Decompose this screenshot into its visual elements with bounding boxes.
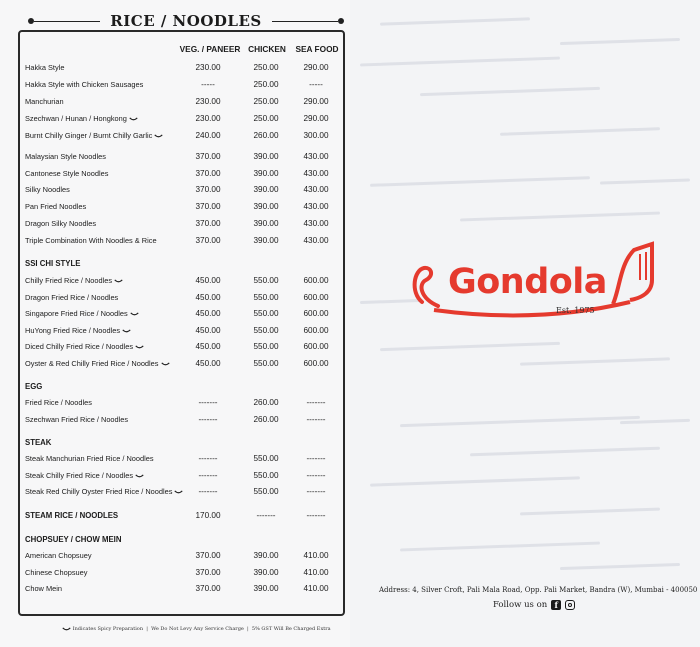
footnote-service: We Do Not Levy Any Service Charge (151, 626, 244, 632)
section-heading: STEAM RICE / NOODLES (25, 511, 119, 520)
price-cell: 550.00 (253, 325, 279, 335)
chili-icon (120, 326, 131, 335)
menu-item-name: Burnt Chilly Ginger / Burnt Chilly Garlic (25, 129, 163, 143)
price-cell: 450.00 (195, 292, 221, 302)
menu-item-row (25, 274, 335, 288)
price-cell: ------- (198, 487, 218, 497)
menu-item-name: American Chopsuey (25, 551, 92, 560)
price-cell: 370.00 (195, 168, 221, 178)
brush-stroke (520, 508, 660, 516)
menu-item-row (25, 291, 335, 305)
price-cell: 390.00 (253, 168, 279, 178)
price-cell: ------- (256, 511, 276, 520)
price-cell: ------- (198, 470, 218, 480)
menu-item-row (25, 469, 335, 483)
price-cell: 430.00 (303, 218, 329, 228)
section-heading: CHOPSUEY / CHOW MEIN (25, 535, 122, 544)
price-cell: 390.00 (253, 584, 279, 593)
menu-item-row (25, 485, 335, 499)
price-cell: 250.00 (253, 114, 279, 123)
menu-item-row (25, 234, 335, 248)
price-cell: 230.00 (195, 114, 221, 123)
instagram-icon[interactable] (565, 600, 575, 610)
brush-stroke (560, 563, 680, 570)
brush-stroke (400, 542, 600, 552)
menu-item-row (25, 217, 335, 231)
price-cell: 450.00 (195, 325, 221, 335)
price-cell: 600.00 (303, 342, 329, 351)
title-rule (34, 21, 100, 22)
price-cell: 260.00 (253, 414, 279, 424)
price-cell: 290.00 (303, 114, 329, 123)
column-header-seafood: SEA FOOD (295, 44, 339, 54)
menu-item-name: Chow Mein (25, 584, 62, 593)
brush-stroke (560, 38, 680, 45)
price-cell: 370.00 (195, 152, 221, 161)
price-cell: 430.00 (303, 202, 329, 212)
menu-item-row (25, 95, 335, 109)
menu-item-row (25, 452, 335, 466)
price-cell: 370.00 (195, 567, 221, 577)
footnote-bar: Indicates Spicy Preparation | We Do Not Levy Any Service Charge | 5% GST Will Be Charged Extra (60, 626, 331, 632)
brush-stroke (620, 419, 690, 424)
price-cell: ----- (201, 80, 215, 89)
brush-stroke (520, 357, 670, 365)
price-cell: 240.00 (195, 131, 221, 140)
column-header-veg: VEG. / PANEER (179, 44, 241, 54)
menu-item-name: Hakka Style with Chicken Sausages (25, 80, 144, 89)
menu-item-name: Diced Chilly Fried Rice / Noodles (25, 340, 144, 354)
brush-stroke (420, 87, 600, 96)
section-heading-row (25, 380, 335, 394)
brush-stroke (470, 447, 660, 457)
section-heading-row (25, 509, 335, 523)
price-cell: 390.00 (253, 152, 279, 161)
price-cell: ------- (306, 454, 326, 463)
price-cell: 300.00 (303, 131, 329, 140)
chili-icon (112, 276, 123, 285)
brush-stroke (400, 416, 640, 427)
price-cell: 370.00 (195, 202, 221, 212)
menu-item-row (25, 340, 335, 354)
menu-item-name: Dragon Silky Noodles (25, 218, 97, 228)
price-cell: 430.00 (303, 152, 329, 161)
brush-stroke (500, 127, 660, 136)
menu-item-name: Manchurian (25, 97, 64, 106)
menu-item-row (25, 167, 335, 181)
menu-item-row (25, 183, 335, 197)
brush-stroke (380, 17, 530, 25)
menu-item-name: Silky Noodles (25, 185, 70, 195)
chili-icon (159, 359, 170, 368)
brush-stroke (370, 176, 590, 187)
price-cell: 390.00 (253, 218, 279, 228)
chili-icon (133, 342, 144, 351)
price-cell: 260.00 (253, 131, 279, 140)
chili-icon (152, 131, 163, 140)
menu-item-row (25, 396, 335, 410)
price-cell: 600.00 (303, 292, 329, 302)
menu-item-name: Fried Rice / Noodles (25, 398, 92, 407)
menu-item-name: Oyster & Red Chilly Fried Rice / Noodles (25, 357, 170, 371)
price-cell: 450.00 (195, 342, 221, 351)
menu-item-name: Steak Chilly Fried Rice / Noodles (25, 469, 144, 483)
price-cell: 370.00 (195, 185, 221, 195)
price-cell: 430.00 (303, 185, 329, 195)
price-cell: 600.00 (303, 325, 329, 335)
menu-item-row (25, 150, 335, 164)
menu-item-row (25, 566, 335, 580)
price-cell: ------- (198, 398, 218, 407)
price-cell: 550.00 (253, 342, 279, 351)
price-cell: 370.00 (195, 218, 221, 228)
footnote-spicy: Indicates Spicy Preparation (72, 626, 144, 632)
follow-us (493, 600, 575, 610)
price-cell: 250.00 (253, 97, 279, 106)
brush-stroke (600, 178, 690, 184)
follow-label: Follow us on (493, 600, 548, 610)
price-cell: 290.00 (303, 97, 329, 106)
price-cell: 390.00 (253, 202, 279, 212)
price-cell: 390.00 (253, 551, 279, 560)
restaurant-address: Address: 4, Silver Croft, Pali Mala Road, Opp. Pali Market, Bandra (W), Mumbai - 400050 (379, 586, 698, 594)
menu-item-row (25, 200, 335, 214)
price-cell: 450.00 (195, 358, 221, 368)
chili-icon (60, 626, 71, 632)
price-cell: 250.00 (253, 80, 279, 89)
price-cell: 600.00 (303, 309, 329, 318)
menu-item-name: Chinese Chopsuey (25, 567, 88, 577)
price-cell: 230.00 (195, 97, 221, 106)
section-heading: EGG (25, 382, 43, 391)
menu-item-name: Chilly Fried Rice / Noodles (25, 274, 123, 288)
menu-item-row (25, 61, 335, 75)
menu-item-name: Singapore Fried Rice / Noodles (25, 307, 139, 321)
price-cell: 370.00 (195, 551, 221, 560)
price-cell: 250.00 (253, 63, 279, 72)
brush-stroke (360, 57, 560, 67)
brush-stroke (380, 342, 560, 351)
price-cell: 370.00 (195, 584, 221, 593)
menu-item-row (25, 78, 335, 92)
menu-item-row (25, 549, 335, 563)
price-cell: 550.00 (253, 470, 279, 480)
gondola-logo (408, 240, 658, 320)
menu-title-row (28, 10, 344, 32)
price-cell: 390.00 (253, 567, 279, 577)
chili-icon (133, 471, 144, 480)
price-cell: ------- (306, 398, 326, 407)
menu-item-name: HuYong Fried Rice / Noodles (25, 324, 131, 338)
facebook-icon[interactable]: f (551, 600, 561, 610)
price-cell: 410.00 (303, 551, 329, 560)
menu-item-row (25, 307, 335, 321)
price-cell: 410.00 (303, 584, 329, 593)
menu-item-name: Pan Fried Noodles (25, 202, 87, 212)
price-cell: 450.00 (195, 276, 221, 285)
menu-item-row (25, 112, 335, 126)
price-cell: ------- (306, 414, 326, 424)
menu-item-name: Steak Red Chilly Oyster Fried Rice / Noodles (25, 485, 183, 499)
price-cell: 600.00 (303, 358, 329, 368)
price-cell: 230.00 (195, 63, 221, 72)
price-cell: 170.00 (195, 511, 221, 520)
menu-item-row (25, 129, 335, 143)
price-cell: ------- (306, 487, 326, 497)
brush-stroke (370, 476, 580, 486)
price-cell: 550.00 (253, 292, 279, 302)
menu-item-name: Hakka Style (25, 63, 65, 72)
price-cell: 260.00 (253, 398, 279, 407)
menu-item-row (25, 413, 335, 427)
section-heading: SSI CHI STYLE (25, 259, 81, 268)
column-header-chicken: CHICKEN (248, 44, 286, 54)
section-heading: STEAK (25, 438, 52, 447)
price-cell: 390.00 (253, 185, 279, 195)
menu-item-name: Szechwan / Hunan / Hongkong (25, 112, 138, 126)
chili-icon (128, 309, 139, 318)
price-cell: 290.00 (303, 63, 329, 72)
menu-item-name: Malaysian Style Noodles (25, 152, 106, 161)
title-ornament-dot (338, 18, 344, 24)
menu-title: RICE / NOODLES (110, 12, 262, 30)
price-cell: 410.00 (303, 567, 329, 577)
price-cell: 430.00 (303, 235, 329, 245)
price-cell: 370.00 (195, 235, 221, 245)
price-cell: 430.00 (303, 168, 329, 178)
price-cell: ------- (198, 414, 218, 424)
section-heading-row (25, 533, 335, 547)
menu-item-name: Dragon Fried Rice / Noodles (25, 292, 119, 302)
price-cell: 550.00 (253, 454, 279, 463)
title-rule (272, 21, 338, 22)
price-cell: 600.00 (303, 276, 329, 285)
price-cell: 450.00 (195, 309, 221, 318)
menu-item-name: Szechwan Fried Rice / Noodles (25, 414, 129, 424)
price-cell: 550.00 (253, 487, 279, 497)
price-cell: ------- (306, 511, 326, 520)
brand-established: Est. 1975 (556, 306, 595, 315)
menu-item-name: Steak Manchurian Fried Rice / Noodles (25, 454, 154, 463)
brand-name: Gondola (448, 262, 607, 302)
menu-item-name: Cantonese Style Noodles (25, 168, 109, 178)
section-heading-row (25, 436, 335, 450)
section-heading-row (25, 257, 335, 271)
price-cell: ------- (306, 470, 326, 480)
chili-icon (127, 114, 138, 123)
menu-item-row (25, 582, 335, 596)
chili-icon (172, 487, 183, 496)
price-cell: 550.00 (253, 276, 279, 285)
menu-item-row (25, 357, 335, 371)
brush-stroke (460, 212, 660, 222)
price-cell: ------- (198, 454, 218, 463)
price-cell: 390.00 (253, 235, 279, 245)
menu-item-row (25, 324, 335, 338)
price-cell: 550.00 (253, 358, 279, 368)
footnote-gst: 5% GST Will Be Charged Extra (251, 626, 331, 632)
menu-item-name: Triple Combination With Noodles & Rice (25, 235, 157, 245)
price-cell: ----- (309, 80, 323, 89)
price-cell: 550.00 (253, 309, 279, 318)
